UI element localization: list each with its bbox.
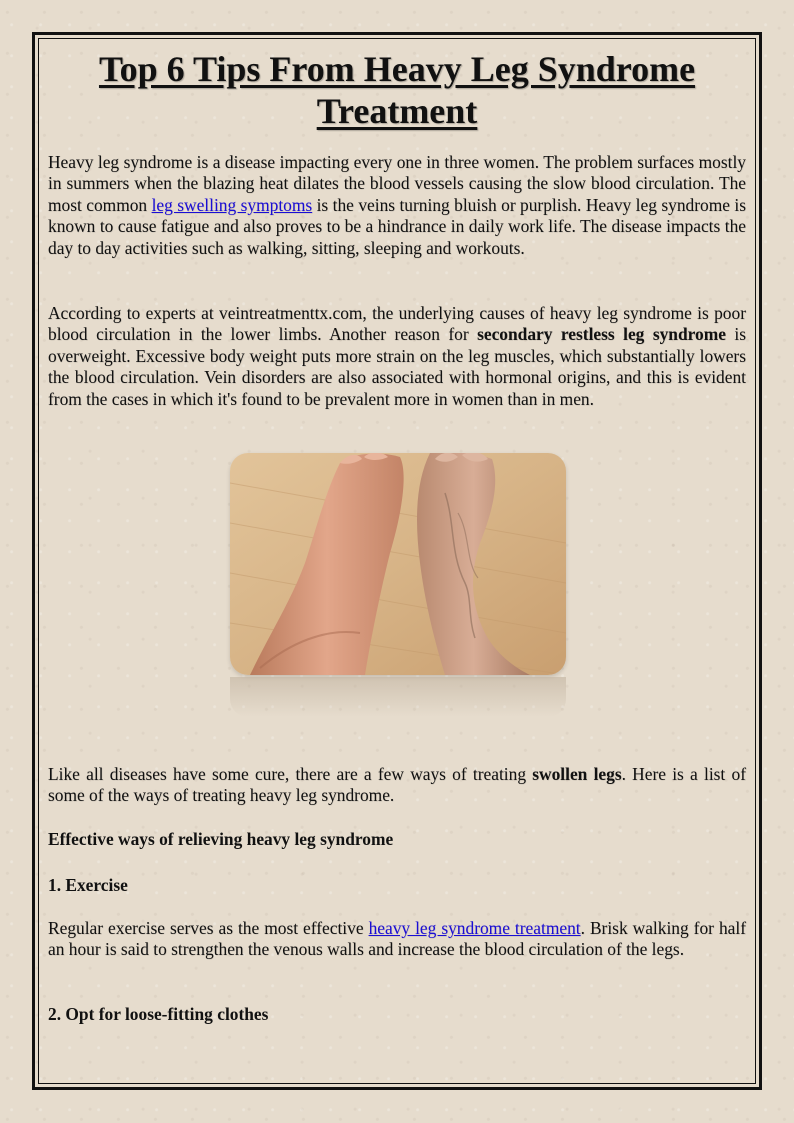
causes-text-end: is overweight. Excessive body weight puts more strain on the leg muscles, which substantially lowers the blood circulation. Vein disorders are also associated with hormonal origins, and this is evident from the cases in which it's found to be prevalent more in women than in men. xyxy=(48,324,746,409)
intro-text-start: Heavy leg syndrome is a disease impacting every one in three women. The problem surfaces mostly in summers when the blazing heat dilates the blood vessels causing the slow blood circulation. The most common xyxy=(48,152,746,215)
causes-paragraph xyxy=(48,303,746,410)
article xyxy=(48,48,746,1024)
photo-reflection xyxy=(230,677,566,717)
causes-text-start: According to experts at veintreatmenttx.com, the underlying causes of heavy leg syndrome is poor blood circulation in the lower limbs. Another reason for xyxy=(48,303,746,345)
exercise-text-end: . Brisk walking for half an hour is said to strengthen the venous walls and increase the blood circulation of the legs. xyxy=(48,918,746,960)
loose-clothes-heading: 2. Opt for loose-fitting clothes xyxy=(48,1004,269,1024)
intro-text-end: is the veins turning bluish or purplish. Heavy leg syndrome is known to cause fatigue and also proves to be a hindrance in daily work life. The disease impacts the day to day activities such as walking, sitting, sleeping and workouts. xyxy=(48,194,746,258)
swollen-feet-photo xyxy=(230,453,566,675)
heavy-leg-treatment-link[interactable]: heavy leg syndrome treatment xyxy=(368,918,581,938)
intro-paragraph xyxy=(48,152,746,259)
treatment-text-end: . Here is a list of some of the ways of treating heavy leg syndrome. xyxy=(48,764,746,806)
exercise-heading: 1. Exercise xyxy=(48,875,128,895)
effective-ways-heading: Effective ways of relieving heavy leg syndrome xyxy=(48,829,394,849)
swollen-legs-bold-text: swollen legs xyxy=(532,764,622,784)
treatment-intro-paragraph xyxy=(48,764,746,807)
leg-swelling-symptoms-link[interactable]: leg swelling symptoms xyxy=(151,194,313,215)
exercise-text-start: Regular exercise serves as the most effective xyxy=(48,918,369,938)
treatment-text-start: Like all diseases have some cure, there are a few ways of treating xyxy=(48,764,533,784)
exercise-paragraph xyxy=(48,918,746,961)
page-title: Top 6 Tips From Heavy Leg Syndrome Treatment xyxy=(98,49,696,131)
restless-leg-bold-text: secondary restless leg syndrome xyxy=(477,324,726,345)
